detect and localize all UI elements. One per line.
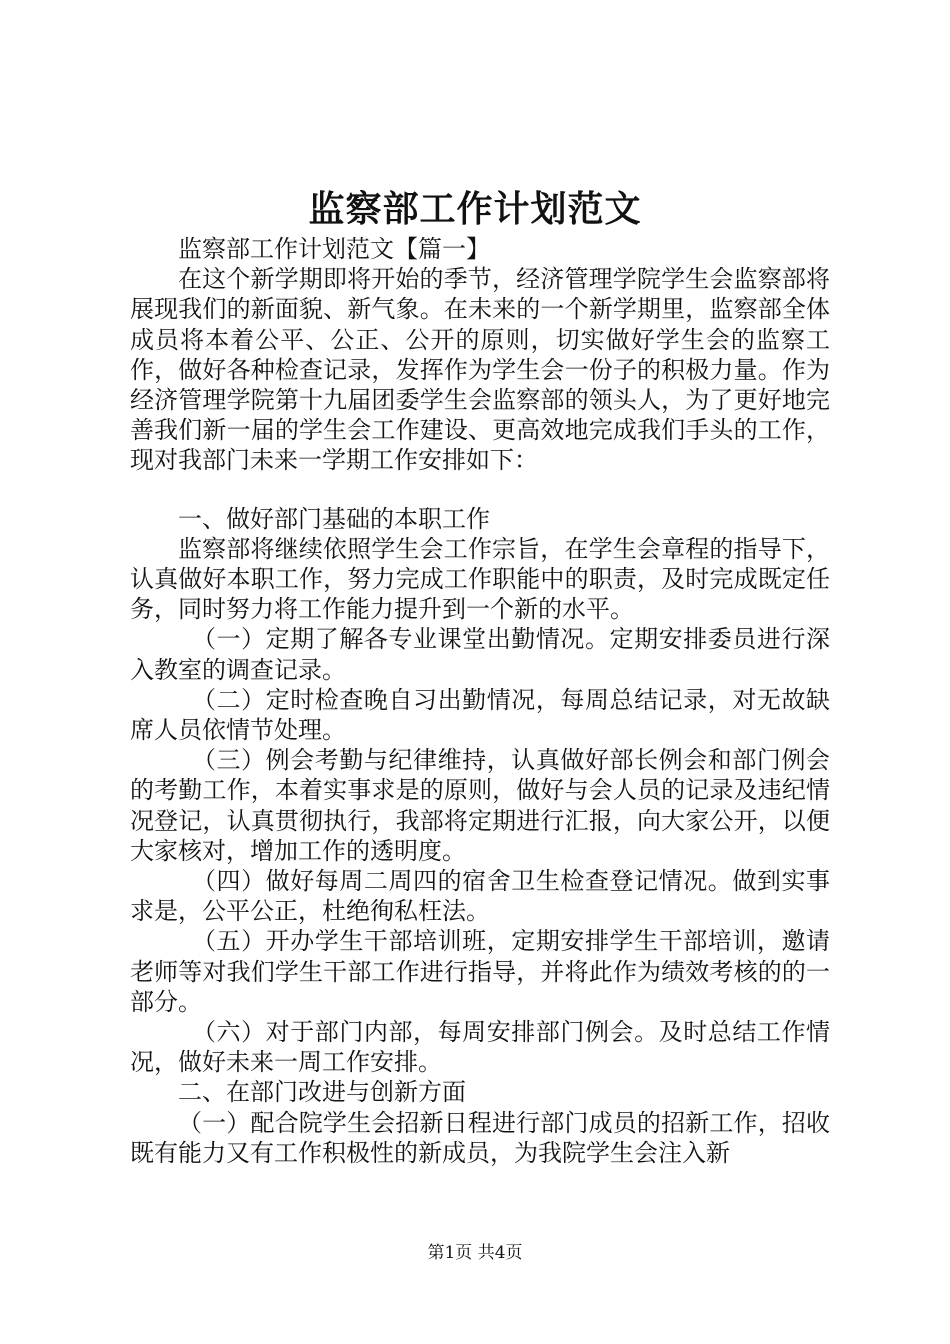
body-paragraph: 监察部将继续依照学生会工作宗旨，在学生会章程的指导下，认真做好本职工作，努力完成工作职能中的职责，及时完成既定任务，同时努力将工作能力提升到一个新的水平。 (130, 534, 830, 624)
section-heading-2: 二、在部门改进与创新方面 (178, 1078, 466, 1107)
list-item-6: （六）对于部门内部，每周安排部门例会。及时总结工作情况，做好未来一周工作安排。 (130, 1018, 830, 1077)
list-item-4: （四）做好每周二周四的宿舍卫生检查登记情况。做到实事求是，公平公正，杜绝徇私枉法。 (130, 867, 830, 926)
page-number-footer: 第1页 共4页 (427, 1243, 523, 1263)
list-item-2: （二）定时检查晚自习出勤情况，每周总结记录，对无故缺席人员依情节处理。 (130, 685, 830, 745)
list-item-1: （一）定期了解各专业课堂出勤情况。定期安排委员进行深入教室的调查记录。 (130, 625, 830, 684)
document-title: 监察部工作计划范文 (308, 188, 642, 230)
list-item-5: （五）开办学生干部培训班，定期安排学生干部培训，邀请老师等对我们学生干部工作进行指导，并将此作为绩效考核的的一部分。 (130, 927, 830, 1016)
intro-paragraph: 在这个新学期即将开始的季节，经济管理学院学生会监察部将展现我们的新面貌、新气象。在未来的一个新学期里，监察部全体成员将本着公平、公正、公开的原则，切实做好学生会的监察工作，做好各种检查记录，发挥作为学生会一份子的积极力量。作为经济管理学院第十九届团委学生会监察部的领头人，为了更好地完善我们新一届的学生会工作建设、更高效地完成我们手头的工作，现对我部门未来一学期工作安排如下： (130, 265, 830, 475)
document-body (130, 234, 830, 1168)
paragraph-gap (130, 476, 830, 504)
list-item-7: （一）配合院学生会招新日程进行部门成员的招新工作，招收既有能力又有工作积极性的新成员，为我院学生会注入新 (130, 1108, 830, 1167)
section-heading: 监察部工作计划范文【篇一】 (178, 235, 490, 263)
list-item-3: （三）例会考勤与纪律维持，认真做好部长例会和部门例会的考勤工作，本着实事求是的原则，做好与会人员的记录及违纪情况登记，认真贯彻执行，我部将定期进行汇报，向大家公开，以便大家核对，增加工作的透明度。 (130, 746, 830, 865)
section-heading-1: 一、做好部门基础的本职工作 (178, 504, 490, 533)
